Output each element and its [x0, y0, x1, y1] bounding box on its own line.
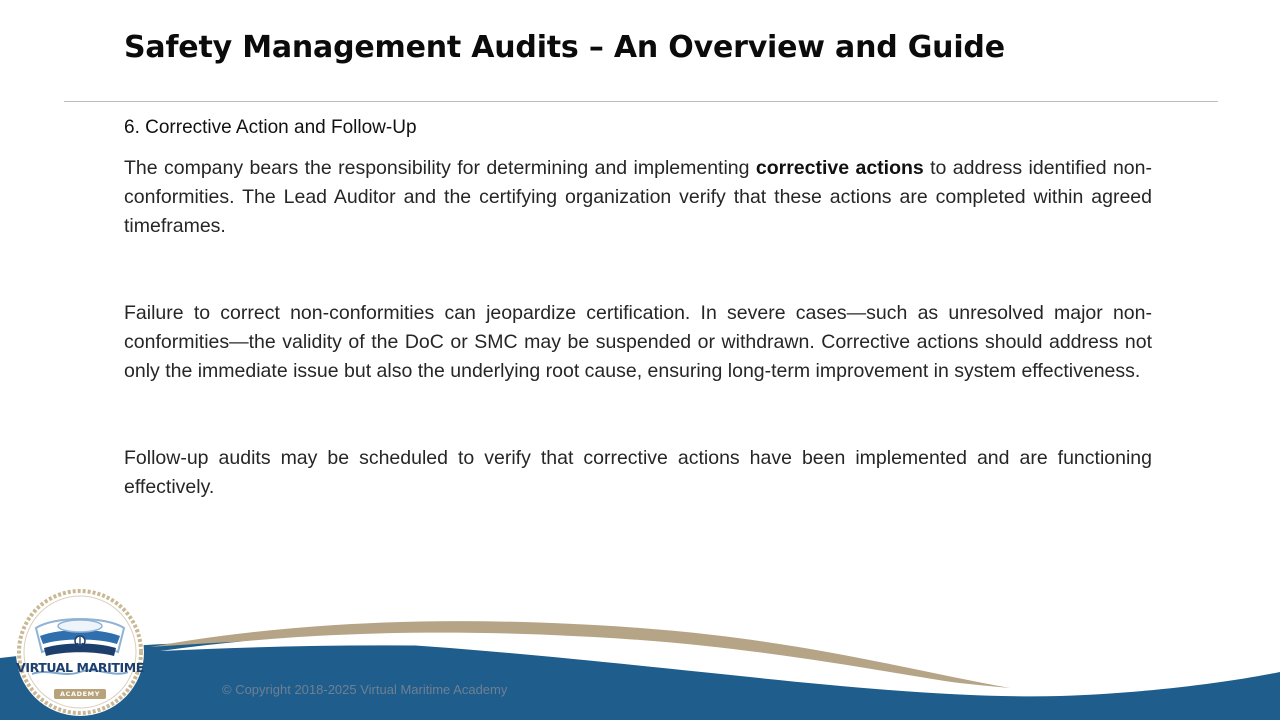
paragraph-1-bold-term: corrective actions	[755, 157, 924, 179]
slide-title: Safety Management Audits – An Overview and Guide	[124, 30, 1005, 65]
logo-subtitle: ACADEMY	[54, 689, 106, 699]
paragraph-2: Failure to correct non-conformities can jeopardize certification. In severe cases—such as unresolved major non-conformities—the validity of the DoC or SMC may be suspended or withdrawn. Corrective actions should address not only the immediate issue but also the underlying root cause, ensuring long-term improvement in system effectiveness.	[124, 302, 1152, 382]
logo-name: VIRTUAL MARITIME	[16, 660, 144, 675]
paragraph-1-text-start: The company bears the responsibility for determining and implementing	[124, 157, 756, 179]
sailor-hat-icon	[36, 619, 124, 656]
paragraph-1-text-end: to address identified non-conformities. The Lead Auditor and the certifying organization verify that these actions are completed within agreed timeframes.	[124, 157, 1152, 237]
section-heading: 6. Corrective Action and Follow-Up	[124, 117, 417, 138]
copyright-text: © Copyright 2018-2025 Virtual Maritime Academy	[222, 682, 508, 697]
paragraph-3: Follow-up audits may be scheduled to verify that corrective actions have been implemented and are functioning effectively.	[124, 447, 1152, 498]
